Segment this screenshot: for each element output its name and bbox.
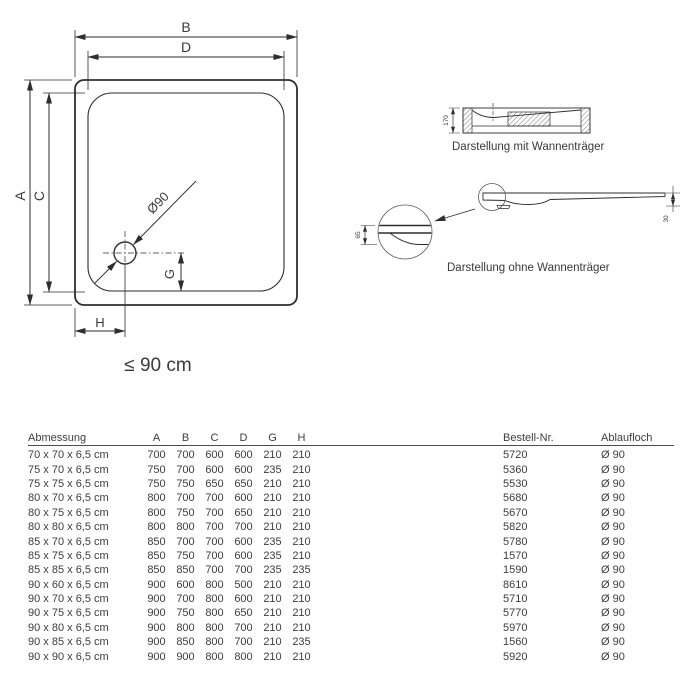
table-cell: Ø 90 [601, 521, 625, 534]
table-cell: 5970 [503, 621, 528, 634]
table-cell: 700 [205, 549, 224, 562]
table-cell: 210 [292, 535, 311, 548]
column-header-b: B [181, 431, 190, 444]
table-row [28, 578, 674, 592]
spec-table-body [28, 448, 674, 664]
table-cell: 235 [263, 463, 282, 476]
table-cell: 900 [176, 650, 195, 663]
dim-label-a: A [12, 191, 28, 201]
carrier-left-block [463, 108, 472, 133]
table-cell: Ø 90 [601, 506, 625, 519]
table-cell: 700 [176, 463, 195, 476]
table-cell: 900 [147, 621, 166, 634]
table-cell: 800 [147, 506, 166, 519]
table-cell: 210 [263, 477, 282, 490]
table-cell: 75 x 75 x 6,5 cm [28, 477, 109, 490]
column-header-ablaufloch: Ablaufloch [601, 431, 653, 444]
table-cell: 210 [263, 521, 282, 534]
table-cell: 85 x 85 x 6,5 cm [28, 564, 109, 577]
column-header-h: H [297, 431, 306, 444]
profile-without-carrier [355, 184, 680, 275]
table-cell: 650 [234, 607, 253, 620]
table-cell: 5710 [503, 593, 528, 606]
table-row [28, 477, 674, 491]
table-cell: 600 [234, 549, 253, 562]
table-cell: 5720 [503, 449, 528, 462]
table-cell: 210 [292, 449, 311, 462]
dim-label-g: G [162, 268, 177, 280]
column-header-d: D [239, 431, 248, 444]
table-cell: 900 [147, 650, 166, 663]
max-width-note: ≤ 90 cm [124, 355, 192, 376]
column-header-c: C [210, 431, 219, 444]
table-cell: 650 [234, 506, 253, 519]
table-cell: 750 [176, 506, 195, 519]
table-cell: 800 [205, 650, 224, 663]
table-row [28, 621, 674, 635]
table-cell: 210 [292, 549, 311, 562]
table-cell: 850 [176, 636, 195, 649]
table-cell: 70 x 70 x 6,5 cm [28, 449, 109, 462]
table-cell: 900 [147, 593, 166, 606]
table-cell: 750 [147, 463, 166, 476]
table-cell: 210 [292, 578, 311, 591]
table-cell: 700 [205, 521, 224, 534]
table-cell: 235 [292, 564, 311, 577]
carrier-right-block [581, 108, 590, 133]
table-cell: 5770 [503, 607, 528, 620]
dim-label-d: D [180, 39, 192, 55]
table-cell: 90 x 60 x 6,5 cm [28, 578, 109, 591]
table-cell: 800 [176, 521, 195, 534]
table-cell: 210 [263, 506, 282, 519]
table-cell: 700 [205, 564, 224, 577]
table-cell: 210 [292, 650, 311, 663]
table-cell: 210 [292, 506, 311, 519]
tray-side-profile [483, 193, 665, 205]
table-cell: 5820 [503, 521, 528, 534]
table-cell: 210 [292, 492, 311, 505]
caption-without-carrier: Darstellung ohne Wannenträger [447, 262, 610, 274]
table-cell: 800 [234, 650, 253, 663]
table-cell: 90 x 80 x 6,5 cm [28, 621, 109, 634]
table-cell: 700 [205, 492, 224, 505]
table-cell: 5670 [503, 506, 528, 519]
table-cell: 5680 [503, 492, 528, 505]
table-cell: 650 [205, 477, 224, 490]
table-cell: 800 [205, 578, 224, 591]
table-cell: 800 [205, 607, 224, 620]
table-cell: 850 [176, 564, 195, 577]
height-dim-label: 170 [443, 115, 450, 126]
table-cell: 900 [147, 636, 166, 649]
table-cell: 210 [263, 449, 282, 462]
table-cell: 210 [292, 593, 311, 606]
table-cell: Ø 90 [601, 621, 625, 634]
detail-dim-label: 65 [355, 231, 362, 239]
table-cell: Ø 90 [601, 636, 625, 649]
detail-bowl-curve [376, 233, 433, 245]
table-cell: 1570 [503, 549, 528, 562]
table-cell: Ø 90 [601, 564, 625, 577]
table-row [28, 520, 674, 534]
table-cell: 210 [292, 477, 311, 490]
table-cell: Ø 90 [601, 607, 625, 620]
table-row [28, 448, 674, 462]
table-cell: 600 [176, 578, 195, 591]
table-cell: 5530 [503, 477, 528, 490]
table-cell: 75 x 70 x 6,5 cm [28, 463, 109, 476]
table-cell: Ø 90 [601, 535, 625, 548]
table-cell: 85 x 75 x 6,5 cm [28, 549, 109, 562]
table-cell: 600 [234, 463, 253, 476]
table-cell: 235 [263, 535, 282, 548]
table-row [28, 549, 674, 563]
table-cell: 210 [263, 621, 282, 634]
table-row [28, 649, 674, 663]
table-cell: 700 [205, 535, 224, 548]
table-cell: 700 [205, 506, 224, 519]
table-row [28, 563, 674, 577]
table-cell: 210 [292, 607, 311, 620]
table-cell: 90 x 85 x 6,5 cm [28, 636, 109, 649]
table-cell: 210 [263, 492, 282, 505]
table-cell: 600 [234, 492, 253, 505]
table-cell: 210 [292, 521, 311, 534]
table-row [28, 506, 674, 520]
section-with-carrier [443, 103, 605, 153]
table-cell: Ø 90 [601, 549, 625, 562]
table-cell: 80 x 70 x 6,5 cm [28, 492, 109, 505]
table-cell: 85 x 70 x 6,5 cm [28, 535, 109, 548]
table-cell: Ø 90 [601, 463, 625, 476]
plan-view-drawing [12, 19, 297, 376]
table-cell: Ø 90 [601, 492, 625, 505]
detail-rim-bar [376, 226, 433, 234]
table-cell: 5780 [503, 535, 528, 548]
table-cell: 90 x 90 x 6,5 cm [28, 650, 109, 663]
table-cell: 90 x 70 x 6,5 cm [28, 593, 109, 606]
table-cell: 700 [176, 449, 195, 462]
table-cell: 800 [176, 621, 195, 634]
drain-diameter-label: Ø90 [143, 188, 172, 217]
detail-view-content [376, 226, 433, 245]
dim-label-h: H [95, 315, 105, 330]
table-cell: 800 [147, 521, 166, 534]
height-dim-ticks [449, 108, 460, 133]
table-cell: 5360 [503, 463, 528, 476]
dim-label-b: B [181, 19, 191, 35]
table-row [28, 491, 674, 505]
table-cell: 750 [176, 549, 195, 562]
table-cell: Ø 90 [601, 593, 625, 606]
column-header-a: A [152, 431, 161, 444]
table-cell: 700 [147, 449, 166, 462]
table-cell: 700 [176, 492, 195, 505]
table-cell: 8610 [503, 578, 528, 591]
table-cell: 800 [147, 492, 166, 505]
table-row [28, 462, 674, 476]
table-cell: 800 [205, 636, 224, 649]
spec-table [28, 430, 674, 664]
table-row [28, 635, 674, 649]
table-row [28, 534, 674, 548]
tray-outer-edge [75, 80, 297, 305]
table-cell: 600 [234, 593, 253, 606]
table-cell: 900 [147, 578, 166, 591]
table-cell: 850 [147, 549, 166, 562]
table-cell: 750 [147, 477, 166, 490]
table-cell: 700 [176, 535, 195, 548]
table-cell: 700 [234, 521, 253, 534]
table-cell: 210 [263, 578, 282, 591]
table-cell: 500 [234, 578, 253, 591]
drain-fitting-bump [497, 206, 510, 209]
table-cell: 600 [205, 463, 224, 476]
table-cell: 210 [263, 607, 282, 620]
table-cell: 90 x 75 x 6,5 cm [28, 607, 109, 620]
table-cell: 700 [176, 593, 195, 606]
table-cell: Ø 90 [601, 449, 625, 462]
column-header-bestell-nr: Bestell-Nr. [503, 431, 554, 444]
table-cell: 1590 [503, 564, 528, 577]
table-cell: 900 [147, 607, 166, 620]
table-cell: 700 [234, 621, 253, 634]
detail-leader-arrow [435, 209, 475, 221]
rim-dim-label: 30 [663, 215, 670, 223]
table-cell: 700 [234, 564, 253, 577]
table-cell: 750 [176, 477, 195, 490]
spec-table-header [28, 430, 674, 446]
table-cell: 1560 [503, 636, 528, 649]
table-row [28, 606, 674, 620]
table-cell: 650 [234, 477, 253, 490]
dim-label-c: C [31, 190, 47, 202]
table-cell: 700 [234, 636, 253, 649]
table-cell: 80 x 80 x 6,5 cm [28, 521, 109, 534]
table-cell: 210 [292, 463, 311, 476]
table-cell: 850 [147, 564, 166, 577]
table-cell: 600 [234, 449, 253, 462]
table-cell: 235 [292, 636, 311, 649]
table-cell: 80 x 75 x 6,5 cm [28, 506, 109, 519]
column-header-g: G [268, 431, 277, 444]
table-cell: 210 [263, 636, 282, 649]
table-row [28, 592, 674, 606]
table-cell: 210 [292, 621, 311, 634]
table-cell: 800 [205, 593, 224, 606]
column-header-abmessung: Abmessung [28, 431, 87, 444]
caption-with-carrier: Darstellung mit Wannenträger [452, 141, 605, 153]
table-cell: Ø 90 [601, 650, 625, 663]
table-cell: 800 [205, 621, 224, 634]
table-cell: Ø 90 [601, 578, 625, 591]
table-cell: Ø 90 [601, 477, 625, 490]
table-cell: 5920 [503, 650, 528, 663]
table-cell: 850 [147, 535, 166, 548]
detail-dim-ticks [361, 226, 377, 245]
table-cell: 235 [263, 564, 282, 577]
table-cell: 600 [234, 535, 253, 548]
table-cell: 210 [263, 593, 282, 606]
table-cell: 235 [263, 549, 282, 562]
table-cell: 600 [205, 449, 224, 462]
table-cell: 750 [176, 607, 195, 620]
table-cell: 210 [263, 650, 282, 663]
